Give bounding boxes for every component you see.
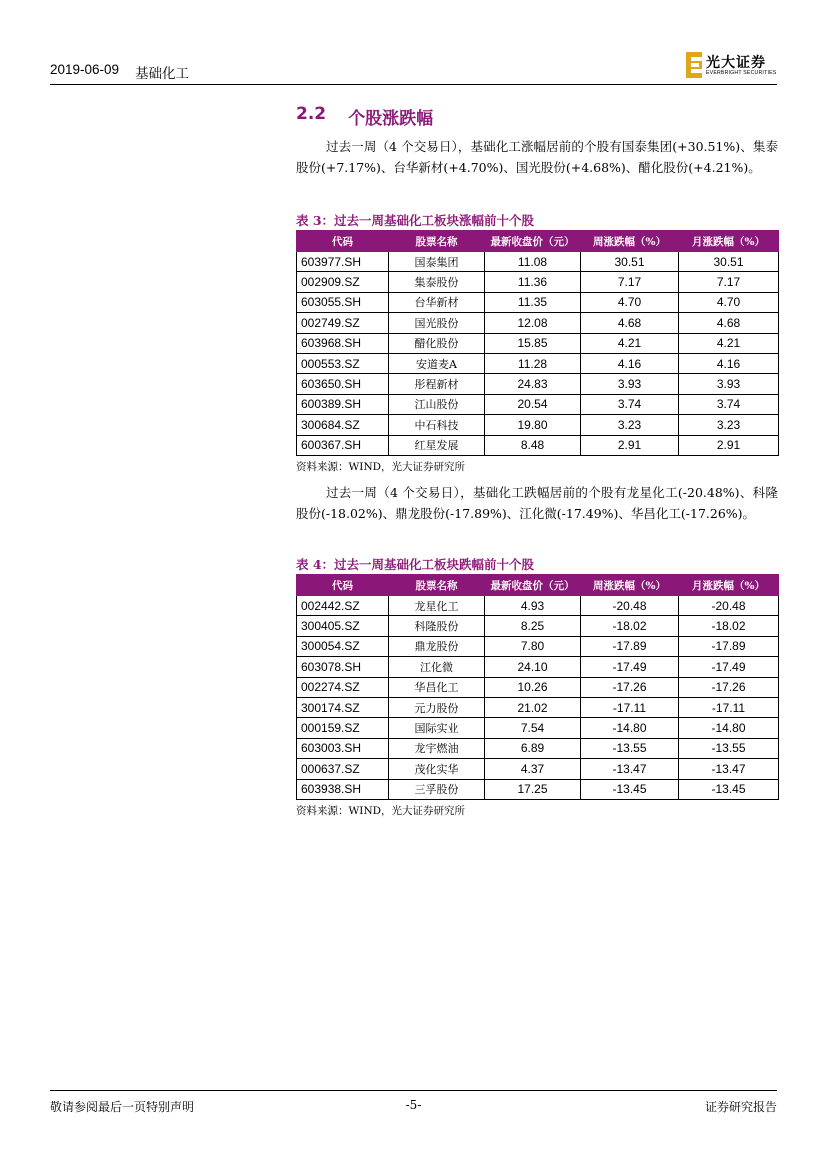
weekly-change-cell: -13.47 <box>581 759 679 779</box>
monthly-change-cell: -13.45 <box>679 779 779 799</box>
company-logo <box>686 50 778 82</box>
stock-name-cell: 集泰股份 <box>389 272 485 292</box>
monthly-change-cell: -13.47 <box>679 759 779 779</box>
table-row <box>297 313 779 333</box>
stock-name-cell: 安道麦A <box>389 353 485 373</box>
stock-code-cell: 603078.SH <box>297 657 389 677</box>
monthly-change-cell: 4.21 <box>679 333 779 353</box>
stock-code-cell: 002909.SZ <box>297 272 389 292</box>
section-heading <box>296 104 433 129</box>
table3-caption: 表 3：过去一周基础化工板块涨幅前十个股 <box>296 213 535 228</box>
footer-disclaimer: 敬请参阅最后一页特别声明 <box>50 1100 195 1114</box>
stock-name-cell: 彤程新材 <box>389 374 485 394</box>
close-price-cell: 4.93 <box>485 596 581 616</box>
table-row <box>297 292 779 312</box>
monthly-change-cell: 7.17 <box>679 272 779 292</box>
stock-code-cell: 000553.SZ <box>297 353 389 373</box>
column-header: 代码 <box>297 575 389 596</box>
stock-code-cell: 000159.SZ <box>297 718 389 738</box>
gainers-paragraph: 过去一周（4 个交易日），基础化工涨幅居前的个股有国泰集团(+30.51%)、集泰股份(+7.17%)、台华新材(+4.70%)、国光股份(+4.68%)、醋化股份(+4.21%)。 <box>296 139 778 175</box>
close-price-cell: 24.10 <box>485 657 581 677</box>
table-row <box>297 596 779 616</box>
weekly-change-cell: 4.68 <box>581 313 679 333</box>
stock-code-cell: 603977.SH <box>297 252 389 272</box>
footer-doc-type: 证券研究报告 <box>704 1100 777 1114</box>
table-row <box>297 435 779 455</box>
stock-name-cell: 江化微 <box>389 657 485 677</box>
table-row <box>297 374 779 394</box>
stock-name-cell: 中石科技 <box>389 415 485 435</box>
monthly-change-cell: -20.48 <box>679 596 779 616</box>
stock-code-cell: 600389.SH <box>297 394 389 414</box>
close-price-cell: 4.37 <box>485 759 581 779</box>
table-row <box>297 697 779 717</box>
weekly-change-cell: -17.26 <box>581 677 679 697</box>
stock-code-cell: 603003.SH <box>297 738 389 758</box>
weekly-change-cell: 7.17 <box>581 272 679 292</box>
close-price-cell: 7.80 <box>485 636 581 656</box>
monthly-change-cell: 3.93 <box>679 374 779 394</box>
stock-code-cell: 002749.SZ <box>297 313 389 333</box>
close-price-cell: 20.54 <box>485 394 581 414</box>
monthly-change-cell: -13.55 <box>679 738 779 758</box>
stock-name-cell: 台华新材 <box>389 292 485 312</box>
column-header: 股票名称 <box>389 231 485 252</box>
close-price-cell: 10.26 <box>485 677 581 697</box>
close-price-cell: 19.80 <box>485 415 581 435</box>
table-row <box>297 272 779 292</box>
stock-name-cell: 江山股份 <box>389 394 485 414</box>
weekly-change-cell: -13.55 <box>581 738 679 758</box>
stock-code-cell: 603938.SH <box>297 779 389 799</box>
stock-name-cell: 国际实业 <box>389 718 485 738</box>
weekly-change-cell: 4.70 <box>581 292 679 312</box>
weekly-change-cell: 4.16 <box>581 353 679 373</box>
header-industry: 基础化工 <box>135 66 190 81</box>
stock-code-cell: 603968.SH <box>297 333 389 353</box>
monthly-change-cell: 2.91 <box>679 435 779 455</box>
stock-code-cell: 300405.SZ <box>297 616 389 636</box>
close-price-cell: 15.85 <box>485 333 581 353</box>
table-row <box>297 636 779 656</box>
stock-code-cell: 600367.SH <box>297 435 389 455</box>
close-price-cell: 11.28 <box>485 353 581 373</box>
weekly-change-cell: 3.93 <box>581 374 679 394</box>
weekly-change-cell: -18.02 <box>581 616 679 636</box>
weekly-change-cell: -17.49 <box>581 657 679 677</box>
weekly-change-cell: -20.48 <box>581 596 679 616</box>
stock-code-cell: 603055.SH <box>297 292 389 312</box>
stock-name-cell: 科隆股份 <box>389 616 485 636</box>
monthly-change-cell: 3.23 <box>679 415 779 435</box>
monthly-change-cell: 4.16 <box>679 353 779 373</box>
close-price-cell: 24.83 <box>485 374 581 394</box>
header-divider <box>50 84 777 85</box>
weekly-change-cell: -17.89 <box>581 636 679 656</box>
weekly-change-cell: -14.80 <box>581 718 679 738</box>
close-price-cell: 11.36 <box>485 272 581 292</box>
close-price-cell: 8.25 <box>485 616 581 636</box>
stock-name-cell: 国泰集团 <box>389 252 485 272</box>
gainers-table <box>296 230 779 456</box>
header-date: 2019-06-09 <box>50 62 120 77</box>
monthly-change-cell: -17.11 <box>679 697 779 717</box>
stock-name-cell: 龙宇燃油 <box>389 738 485 758</box>
stock-code-cell: 002274.SZ <box>297 677 389 697</box>
stock-code-cell: 603650.SH <box>297 374 389 394</box>
stock-name-cell: 龙星化工 <box>389 596 485 616</box>
logo-english-name: EVERBRIGHT SECURITIES <box>706 70 777 76</box>
weekly-change-cell: 4.21 <box>581 333 679 353</box>
weekly-change-cell: 2.91 <box>581 435 679 455</box>
stock-code-cell: 300174.SZ <box>297 697 389 717</box>
table-row <box>297 759 779 779</box>
column-header: 周涨跌幅（%） <box>581 575 679 596</box>
monthly-change-cell: 4.68 <box>679 313 779 333</box>
page-header <box>50 62 189 82</box>
weekly-change-cell: 3.23 <box>581 415 679 435</box>
table-row <box>297 718 779 738</box>
close-price-cell: 12.08 <box>485 313 581 333</box>
stock-name-cell: 醋化股份 <box>389 333 485 353</box>
logo-chinese-name: 光大证券 <box>706 55 766 71</box>
stock-name-cell: 红星发展 <box>389 435 485 455</box>
weekly-change-cell: -13.45 <box>581 779 679 799</box>
table3-source: 资料来源：WIND，光大证券研究所 <box>296 461 466 473</box>
table-row <box>297 779 779 799</box>
table-row <box>297 616 779 636</box>
monthly-change-cell: -14.80 <box>679 718 779 738</box>
column-header: 股票名称 <box>389 575 485 596</box>
section-title: 个股涨跌幅 <box>348 109 434 129</box>
close-price-cell: 11.35 <box>485 292 581 312</box>
monthly-change-cell: -18.02 <box>679 616 779 636</box>
losers-table <box>296 574 779 800</box>
column-header: 代码 <box>297 231 389 252</box>
table-row <box>297 252 779 272</box>
close-price-cell: 11.08 <box>485 252 581 272</box>
monthly-change-cell: -17.49 <box>679 657 779 677</box>
close-price-cell: 8.48 <box>485 435 581 455</box>
weekly-change-cell: 30.51 <box>581 252 679 272</box>
column-header: 月涨跌幅（%） <box>679 231 779 252</box>
stock-code-cell: 300684.SZ <box>297 415 389 435</box>
stock-code-cell: 002442.SZ <box>297 596 389 616</box>
table-row <box>297 677 779 697</box>
close-price-cell: 17.25 <box>485 779 581 799</box>
weekly-change-cell: -17.11 <box>581 697 679 717</box>
table-row <box>297 394 779 414</box>
table-row <box>297 333 779 353</box>
section-number: 2.2 <box>296 104 327 124</box>
monthly-change-cell: -17.89 <box>679 636 779 656</box>
table-header-row <box>297 231 779 252</box>
close-price-cell: 7.54 <box>485 718 581 738</box>
table-row <box>297 657 779 677</box>
table4-source: 资料来源：WIND，光大证券研究所 <box>296 805 466 817</box>
column-header: 月涨跌幅（%） <box>679 575 779 596</box>
table-row <box>297 738 779 758</box>
page-number: -5- <box>405 1098 422 1112</box>
stock-name-cell: 茂化实华 <box>389 759 485 779</box>
column-header: 周涨跌幅（%） <box>581 231 679 252</box>
stock-name-cell: 元力股份 <box>389 697 485 717</box>
close-price-cell: 6.89 <box>485 738 581 758</box>
column-header: 最新收盘价（元） <box>485 231 581 252</box>
monthly-change-cell: 3.74 <box>679 394 779 414</box>
column-header: 最新收盘价（元） <box>485 575 581 596</box>
stock-code-cell: 300054.SZ <box>297 636 389 656</box>
monthly-change-cell: -17.26 <box>679 677 779 697</box>
stock-name-cell: 鼎龙股份 <box>389 636 485 656</box>
monthly-change-cell: 4.70 <box>679 292 779 312</box>
table-header-row <box>297 575 779 596</box>
stock-name-cell: 国光股份 <box>389 313 485 333</box>
close-price-cell: 21.02 <box>485 697 581 717</box>
stock-name-cell: 三孚股份 <box>389 779 485 799</box>
stock-code-cell: 000637.SZ <box>297 759 389 779</box>
footer-divider <box>50 1090 777 1091</box>
weekly-change-cell: 3.74 <box>581 394 679 414</box>
table-row <box>297 415 779 435</box>
stock-name-cell: 华昌化工 <box>389 677 485 697</box>
monthly-change-cell: 30.51 <box>679 252 779 272</box>
table-row <box>297 353 779 373</box>
everbright-logo-icon <box>686 52 702 78</box>
losers-paragraph: 过去一周（4 个交易日），基础化工跌幅居前的个股有龙星化工(-20.48%)、科隆股份(-18.02%)、鼎龙股份(-17.89%)、江化微(-17.49%)、华昌化工(-17.26%)。 <box>296 485 778 521</box>
table4-caption: 表 4：过去一周基础化工板块跌幅前十个股 <box>296 557 535 572</box>
